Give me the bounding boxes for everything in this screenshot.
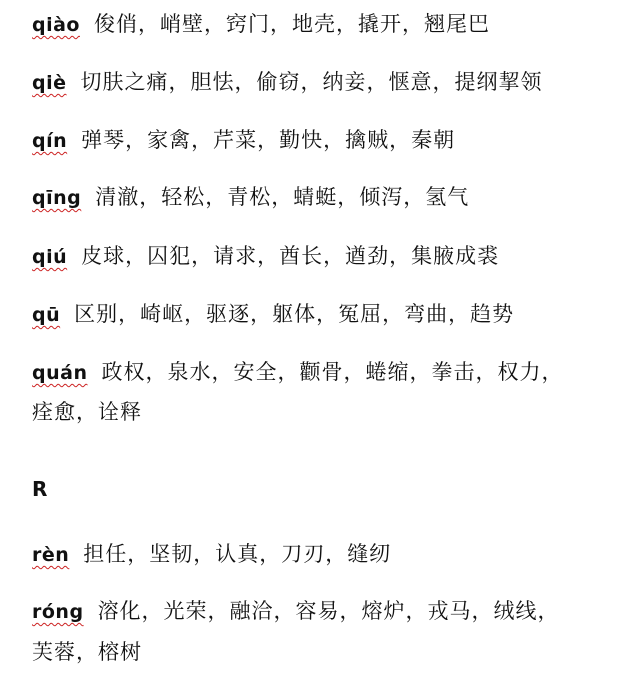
pinyin-label: qiào xyxy=(32,14,80,36)
pinyin-label: rèn xyxy=(32,544,70,566)
entry-quan-continuation: 痊愈，诠释 xyxy=(32,400,142,424)
pinyin-label: róng xyxy=(32,601,84,623)
word-list: 担任，坚韧，认真，刀刃，缝纫 xyxy=(83,542,392,566)
pinyin-label: qín xyxy=(32,130,68,152)
pinyin-label: qiú xyxy=(32,246,68,268)
word-list: 清澈，轻松，青松，蜻蜓，倾泻，氢气 xyxy=(95,185,470,209)
entry-qie xyxy=(32,62,592,103)
section-heading-r: R xyxy=(32,477,48,501)
word-list: 切肤之痛，胆怯，偷窃，纳妾，惬意，提纲挈领 xyxy=(80,70,543,94)
entry-qin xyxy=(32,120,592,161)
entry-qing xyxy=(32,177,592,218)
word-list: 弹琴，家禽，芹菜，勤快，擒贼，秦朝 xyxy=(81,128,456,152)
entry-qiu xyxy=(32,236,592,277)
word-list: 俊俏，峭壁，窍门，地壳，撬开，翘尾巴 xyxy=(94,12,490,36)
entry-ren xyxy=(32,534,592,575)
pinyin-label: qū xyxy=(32,304,61,326)
entry-rong-continuation: 芙蓉，榕树 xyxy=(32,640,142,664)
entry-quan xyxy=(32,352,592,393)
word-list: 政权，泉水，安全，颧骨，蜷缩，拳击，权力， xyxy=(101,360,564,384)
word-list: 区别，崎岖，驱逐，躯体，冤屈，弯曲，趋势 xyxy=(74,302,515,326)
entry-rong xyxy=(32,591,592,632)
word-list: 溶化，光荣，融洽，容易，熔炉，戎马，绒线， xyxy=(97,599,560,623)
pinyin-label: quán xyxy=(32,362,88,384)
word-list: 皮球，囚犯，请求，酋长，遒劲，集腋成裘 xyxy=(81,244,500,268)
pinyin-label: qiè xyxy=(32,72,67,94)
entry-qiao xyxy=(32,4,592,45)
pinyin-label: qīng xyxy=(32,187,82,209)
entry-qu xyxy=(32,294,592,335)
